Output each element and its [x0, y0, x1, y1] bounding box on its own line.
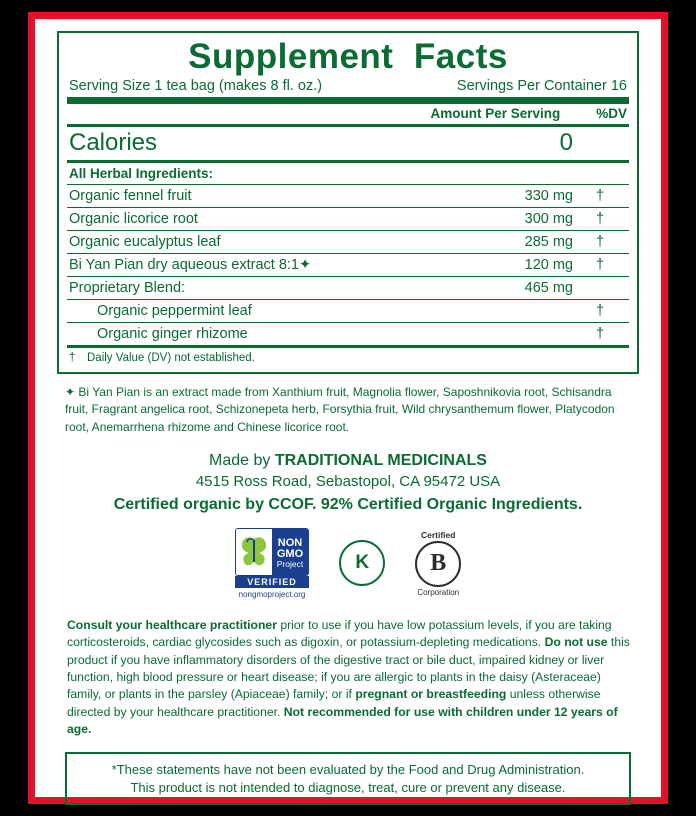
warning-text: [67, 617, 631, 738]
warning-emphasis: pregnant or breastfeeding: [355, 687, 507, 702]
footnote-symbol: †: [69, 351, 76, 364]
amount-header-row: [67, 104, 629, 124]
ingredient-name: Organic eucalyptus leaf: [69, 233, 221, 250]
ingredient-row: [67, 323, 629, 345]
non-gmo-badge: [235, 528, 309, 576]
calories-row: [67, 127, 629, 160]
ingredient-row: [67, 185, 629, 207]
bcorp-letter: B: [415, 541, 461, 587]
bcorp-top-label: Certified: [420, 529, 456, 540]
warning-emphasis: Do not use: [544, 635, 608, 650]
ingredient-dv: †: [595, 302, 605, 319]
non-gmo-line1: NON: [277, 536, 303, 549]
ingredient-rows: [67, 185, 629, 345]
dv-header: %DV: [596, 105, 627, 121]
ingredient-row: [67, 208, 629, 230]
non-gmo-line3: Project: [276, 558, 304, 569]
calories-value: 0: [559, 128, 573, 156]
ingredient-amount: 465 mg: [524, 279, 573, 296]
serving-size: Serving Size 1 tea bag (makes 8 fl. oz.): [69, 77, 323, 94]
ingredient-row: [67, 300, 629, 322]
organic-certification: Certified organic by CCOF. 92% Certified Organic Ingredients.: [113, 495, 583, 513]
product-label-border: [28, 12, 668, 804]
ingredient-name: Organic peppermint leaf: [97, 302, 252, 319]
bi-yan-pian-note: ✦ Bi Yan Pian is an extract made from Xanthium fruit, Magnolia flower, Saposhnikovia root, Schisandra fruit, Fragrant angelica root, Schizonepeta herb, Forsythia fruit, Wild chrysanthemum flower, Platycodon root, Anemarrhena rhizome and Chinese licorice root.: [65, 384, 615, 434]
amount-per-serving-header: Amount Per Serving: [430, 105, 561, 121]
calories-label: Calories: [69, 128, 158, 156]
non-gmo-seal: [235, 528, 309, 599]
ingredient-amount: 330 mg: [524, 187, 573, 204]
ingredient-name: Proprietary Blend:: [69, 279, 186, 296]
footnote-row: [67, 348, 629, 366]
non-gmo-line2: GMO: [276, 547, 304, 560]
ingredient-row: [67, 277, 629, 299]
ingredient-name: Organic fennel fruit: [69, 187, 192, 204]
ingredient-amount: 300 mg: [524, 210, 573, 227]
warning-segment: prior to use if you have low potassium levels, if you are taking corticosteroids, cardiac glycosides such as digoxin, or potassium-depleting medications.: [67, 617, 612, 650]
fda-disclaimer: [65, 752, 631, 805]
disclaimer-line-1: *These statements have not been evaluated by the Food and Drug Administration.: [111, 762, 585, 778]
ingredient-amount: 285 mg: [524, 233, 573, 250]
made-by-line: [57, 452, 639, 470]
ingredient-dv: †: [595, 210, 605, 227]
ingredient-name: Organic licorice root: [69, 210, 198, 227]
company-address: 4515 Ross Road, Sebastopol, CA 95472 USA: [195, 472, 501, 490]
certification-seals: [57, 528, 639, 599]
product-label: [35, 19, 661, 797]
warning-emphasis: Not recommended for use with children under 12 years of age.: [67, 704, 618, 736]
footnote-text: Daily Value (DV) not established.: [87, 351, 255, 364]
ingredient-row: [67, 254, 629, 276]
supplement-facts-panel: [57, 31, 639, 374]
ingredient-dv: †: [595, 233, 605, 250]
bcorp-seal: [415, 530, 461, 597]
serving-info-row: [67, 78, 629, 97]
ingredient-dv: †: [595, 325, 605, 342]
warning-emphasis: Consult your healthcare practitioner: [67, 617, 277, 632]
butterfly-icon: [236, 529, 272, 575]
servings-per-container: Servings Per Container 16: [456, 77, 627, 94]
warning-segment: unless otherwise directed by your healthcare practitioner.: [67, 687, 601, 719]
ingredient-amount: 120 mg: [524, 256, 573, 273]
divider-thick-top: [67, 97, 629, 104]
bcorp-bottom-label: Corporation: [417, 587, 460, 597]
ingredient-name: Organic ginger rhizome: [97, 325, 248, 342]
non-gmo-text: [272, 529, 308, 575]
made-by-prefix: Made by: [209, 451, 275, 469]
all-herbal-ingredients-header: All Herbal Ingredients:: [69, 165, 214, 181]
manufacturer-block: [57, 452, 639, 514]
company-name: TRADITIONAL MEDICINALS: [274, 451, 487, 469]
disclaimer-line-2: This product is not intended to diagnose, treat, cure or prevent any disease.: [130, 779, 566, 795]
ingredient-row: [67, 231, 629, 253]
non-gmo-url: nongmoproject.org: [238, 589, 306, 599]
kosher-seal: K: [339, 540, 385, 586]
supplement-facts-title: Supplement Facts: [188, 37, 508, 76]
ingredient-dv: †: [595, 256, 605, 273]
ingredient-dv: †: [595, 187, 605, 204]
warning-segment: this product if you have inflammatory disorders of the digestive tract or bile duct, impaired kidney or liver function, high blood pressure or heart disease; if you are allergic to plants in the daisy (Asteraceae) family, or plants in the parsley (Apiaceae) family; or if: [67, 635, 630, 702]
non-gmo-verified-label: VERIFIED: [235, 576, 309, 588]
ingredient-name: Bi Yan Pian dry aqueous extract 8:1✦: [69, 256, 312, 273]
